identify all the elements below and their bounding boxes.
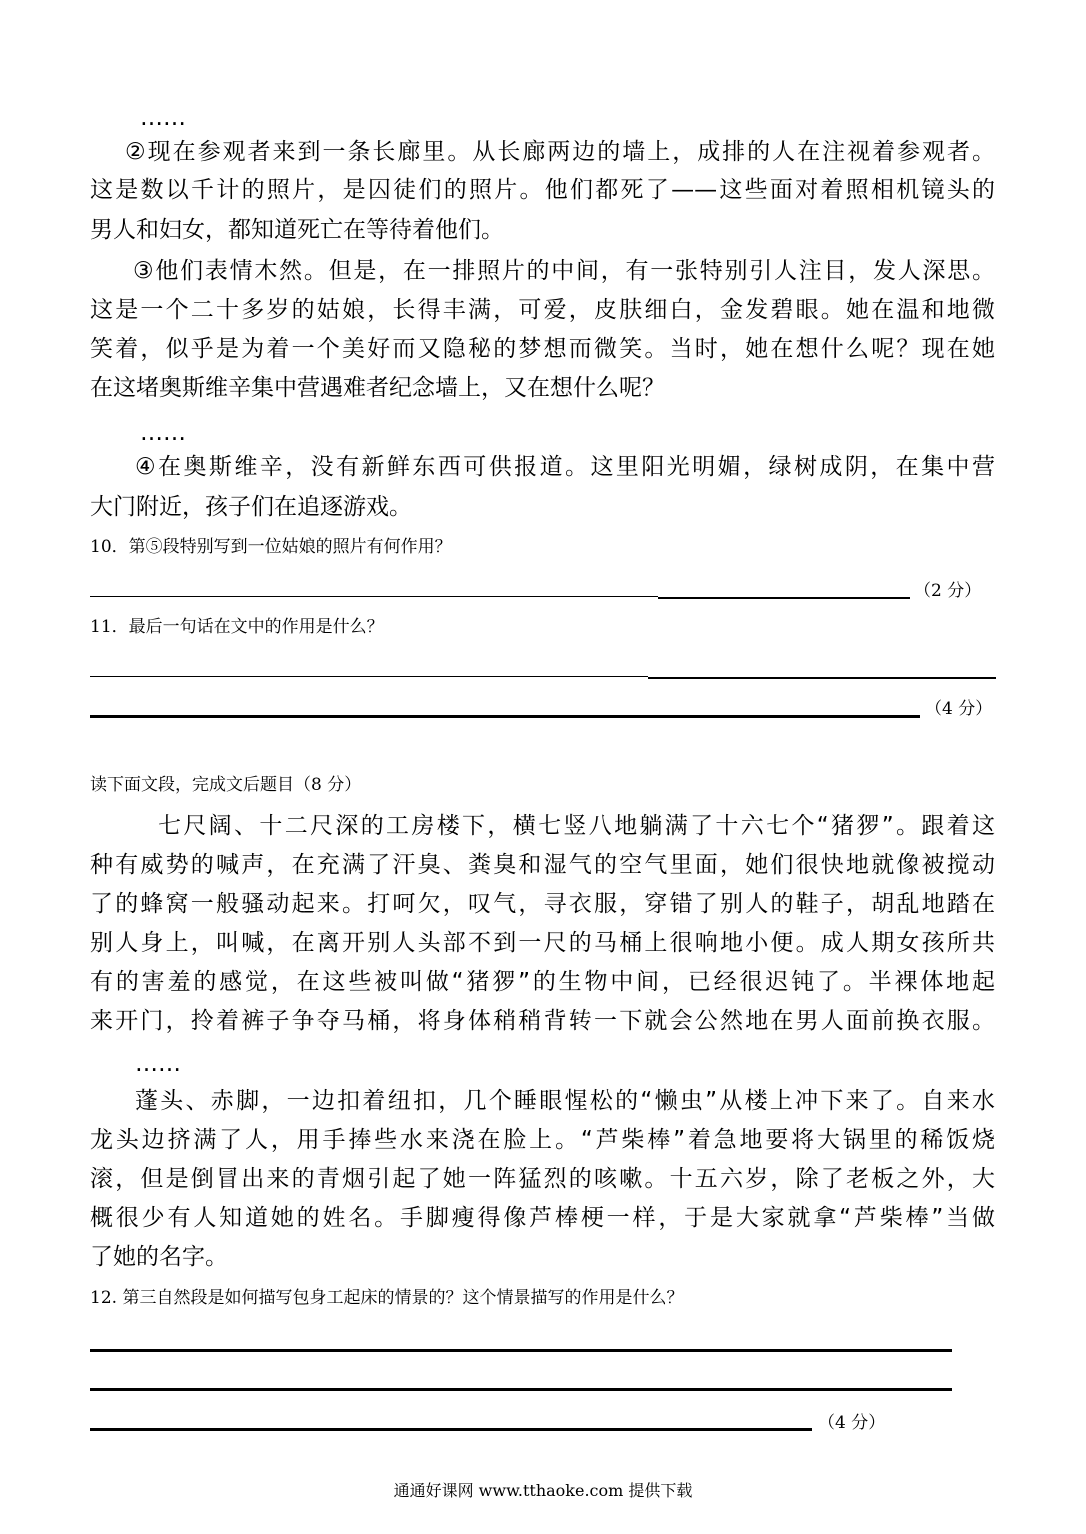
paragraph-line: 七尺阔、十二尺深的工房楼下，横七竖八地躺满了十六七个“猪猡”。跟着这 <box>158 813 995 839</box>
paragraph-line: 滚，但是倒冒出来的青烟引起了她一阵猛烈的咳嗽。十五六岁，除了老板之外，大 <box>90 1166 995 1192</box>
paragraph-line: 这是数以千计的照片，是囚徒们的照片。他们都死了——这些面对着照相机镜头的 <box>90 177 995 203</box>
answer-line[interactable] <box>90 596 658 597</box>
paragraph-line: 了的蜂窝一般骚动起来。打呵欠，叹气，寻衣服，穿错了别人的鞋子，胡乱地踏在 <box>90 891 995 917</box>
question-10: 10．第⑤段特别写到一位姑娘的照片有何作用？ <box>90 537 452 557</box>
answer-line[interactable] <box>90 1428 812 1431</box>
answer-line[interactable] <box>658 597 910 599</box>
ellipsis: …… <box>140 420 186 446</box>
score-label: （4 分） <box>925 699 993 719</box>
paragraph-line: 有的害羞的感觉，在这些被叫做“猪猡”的生物中间，已经很迟钝了。半裸体地起 <box>90 969 995 995</box>
answer-line[interactable] <box>90 715 920 718</box>
ellipsis: …… <box>135 1051 181 1077</box>
paragraph-line: 种有威势的喊声，在充满了汗臭、粪臭和湿气的空气里面，她们很快地就像被搅动 <box>90 852 995 878</box>
paragraph-line: 了她的名字。 <box>90 1244 228 1270</box>
paragraph-line: ③他们表情木然。但是，在一排照片的中间，有一张特别引人注目，发人深思。 <box>133 258 995 284</box>
score-label: （2 分） <box>914 581 982 601</box>
paragraph-line: 在这堵奥斯维辛集中营遇难者纪念墙上，又在想什么呢？ <box>90 375 665 401</box>
footer-text: 通通好课网 www.tthaoke.com 提供下载 <box>393 1481 693 1500</box>
paragraph-line: 大门附近，孩子们在追逐游戏。 <box>90 494 412 520</box>
paragraph-line: 男人和妇女，都知道死亡在等待着他们。 <box>90 217 504 243</box>
paragraph-line: 别人身上，叫喊，在离开别人头部不到一尺的马桶上很响地小便。成人期女孩所共 <box>90 930 995 956</box>
paragraph-line: ④在奥斯维辛，没有新鲜东西可供报道。这里阳光明媚，绿树成阴，在集中营 <box>135 454 995 480</box>
answer-line[interactable] <box>90 1349 952 1352</box>
question-11: 11．最后一句话在文中的作用是什么？ <box>90 617 384 637</box>
paragraph-line: 这是一个二十多岁的姑娘，长得丰满，可爱，皮肤细白，金发碧眼。她在温和地微 <box>90 297 995 323</box>
question-12: 12. 第三自然段是如何描写包身工起床的情景的？这个情景描写的作用是什么？ <box>90 1288 684 1308</box>
paragraph-line: 蓬头、赤脚，一边扣着纽扣，几个睡眼惺松的“懒虫”从楼上冲下来了。自来水 <box>135 1088 995 1114</box>
paragraph-line: 来开门，拎着裤子争夺马桶，将身体稍稍背转一下就会公然地在男人面前换衣服。 <box>90 1008 995 1034</box>
paragraph-line: 概很少有人知道她的姓名。手脚瘦得像芦棒梗一样，于是大家就拿“芦柴棒”当做 <box>90 1205 995 1231</box>
ellipsis: …… <box>140 105 186 131</box>
answer-line[interactable] <box>90 676 648 677</box>
answer-line[interactable] <box>90 1388 952 1391</box>
paragraph-line: 龙头边挤满了人，用手捧些水来浇在脸上。“芦柴棒”着急地要将大锅里的稀饭烧 <box>90 1127 995 1153</box>
section-instruction: 读下面文段，完成文后题目（8 分） <box>90 775 362 795</box>
paragraph-line: ②现在参观者来到一条长廊里。从长廊两边的墙上，成排的人在注视着参观者。 <box>125 139 995 165</box>
answer-line[interactable] <box>648 677 996 679</box>
score-label: （4 分） <box>818 1413 886 1433</box>
paragraph-line: 笑着，似乎是为着一个美好而又隐秘的梦想而微笑。当时，她在想什么呢？现在她 <box>90 336 995 362</box>
